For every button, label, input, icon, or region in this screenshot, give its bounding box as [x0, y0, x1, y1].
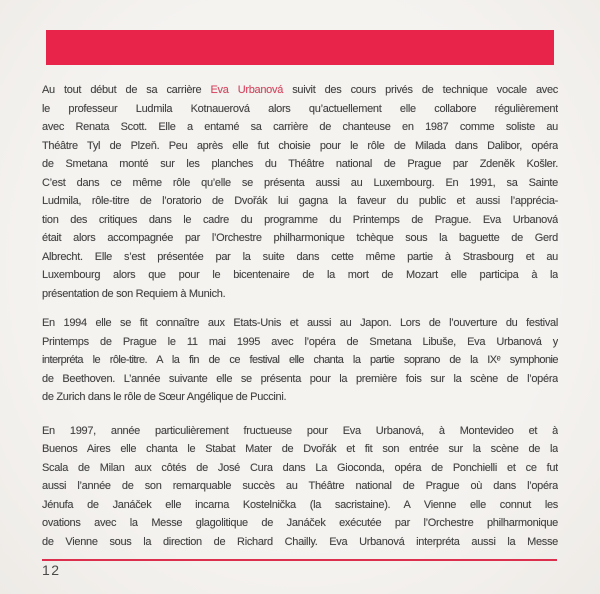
text-line: En 1997, année particulièrement fructueuse pour Eva Urbanová, à Montevideo et à	[42, 424, 558, 437]
text-line: le professeur Ludmila Kotnauerová alors qu’actuellement elle collabore régulièrement	[42, 102, 558, 115]
paragraph-2	[42, 314, 558, 407]
text-line: présentation de son Requiem à Munich.	[42, 287, 226, 300]
text-line: tion des critiques dans le cadre du programme du Printemps de Prague. Eva Urbanová	[42, 213, 558, 226]
text-line: Théâtre Tyl de Plzeň. Peu après elle fut choisie pour le rôle de Milada dans Dalibor, opéra	[42, 139, 558, 152]
footer-rule	[42, 559, 557, 561]
text-line: Printemps de Prague le 11 mai 1995 avec l’opéra de Smetana Libuše, Eva Urbanová y	[42, 335, 558, 348]
text-line: Luxembourg alors que pour le bicentenaire de la mort de Mozart elle participa à la	[42, 269, 558, 281]
text-line: Albrecht. Elle s’est présentée par la suite dans cette même partie à Strasbourg et au	[42, 250, 558, 263]
text-line: de Smetana monté sur les planches du Théâtre national de Prague par Zdeněk Košler.	[42, 158, 558, 170]
text-line: En 1994 elle se fit connaître aux Etats-Unis et aussi au Japon. Lors de l’ouverture du festival	[42, 317, 558, 329]
text-line: aussi l’année de son remarquable succès au Théâtre national de Prague où dans l’opéra	[42, 480, 558, 492]
text-line: Jénufa de Janáček elle incarna Kostelnička (la sacristaine). A Vienne elle connut les	[42, 498, 558, 511]
line-pre-text: Au tout début de sa carrière	[42, 84, 211, 96]
text-line: Buenos Aires elle chanta le Stabat Mater de Dvořák et fit son entrée sur la scène de la	[42, 443, 558, 455]
text-line: C’est dans ce même rôle qu’elle se présenta aussi au Luxembourg. En 1991, sa Sainte	[42, 176, 558, 189]
page-number: 12	[42, 562, 61, 578]
top-red-bar	[46, 30, 554, 65]
line-post-text: suivit des cours privés de technique vocale avec	[283, 84, 558, 96]
text-line: de Vienne sous la direction de Richard Chailly. Eva Urbanová interpréta aussi la Messe	[42, 535, 558, 548]
text-line: Scala de Milan aux côtés de José Cura dans La Gioconda, opéra de Ponchielli et ce fut	[42, 461, 558, 474]
text-line: ovations avec la Messe glagolitique de Janáček exécutée par l’Orchestre philharmonique	[42, 517, 558, 529]
text-line: de Zurich dans le rôle de Sœur Angélique de Puccini.	[42, 391, 287, 403]
text-line: Ludmila, rôle-titre de l’oratorio de Dvořák lui gagna la faveur du public et aussi l’apprécia-	[42, 195, 558, 207]
biography-text	[42, 81, 558, 551]
text-line: était alors accompagnée par l’Orchestre philharmonique tchèque sous la baguette de Gerd	[42, 232, 558, 244]
text-line	[42, 81, 558, 100]
text-line: de Beethoven. L’année suivante elle se présenta pour la première fois sur la scène de l’opéra	[42, 372, 558, 385]
paragraph-3	[42, 422, 558, 552]
artist-name-highlight: Eva Urbanová	[210, 84, 284, 96]
text-line: interpréta le rôle-titre. A la fin de ce festival elle chanta la partie soprano de la IXᵉ symphonie	[42, 354, 558, 366]
paragraph-1	[42, 81, 558, 303]
text-line: avec Renata Scott. Elle a entamé sa carrière de chanteuse en 1987 comme soliste au	[42, 121, 558, 133]
